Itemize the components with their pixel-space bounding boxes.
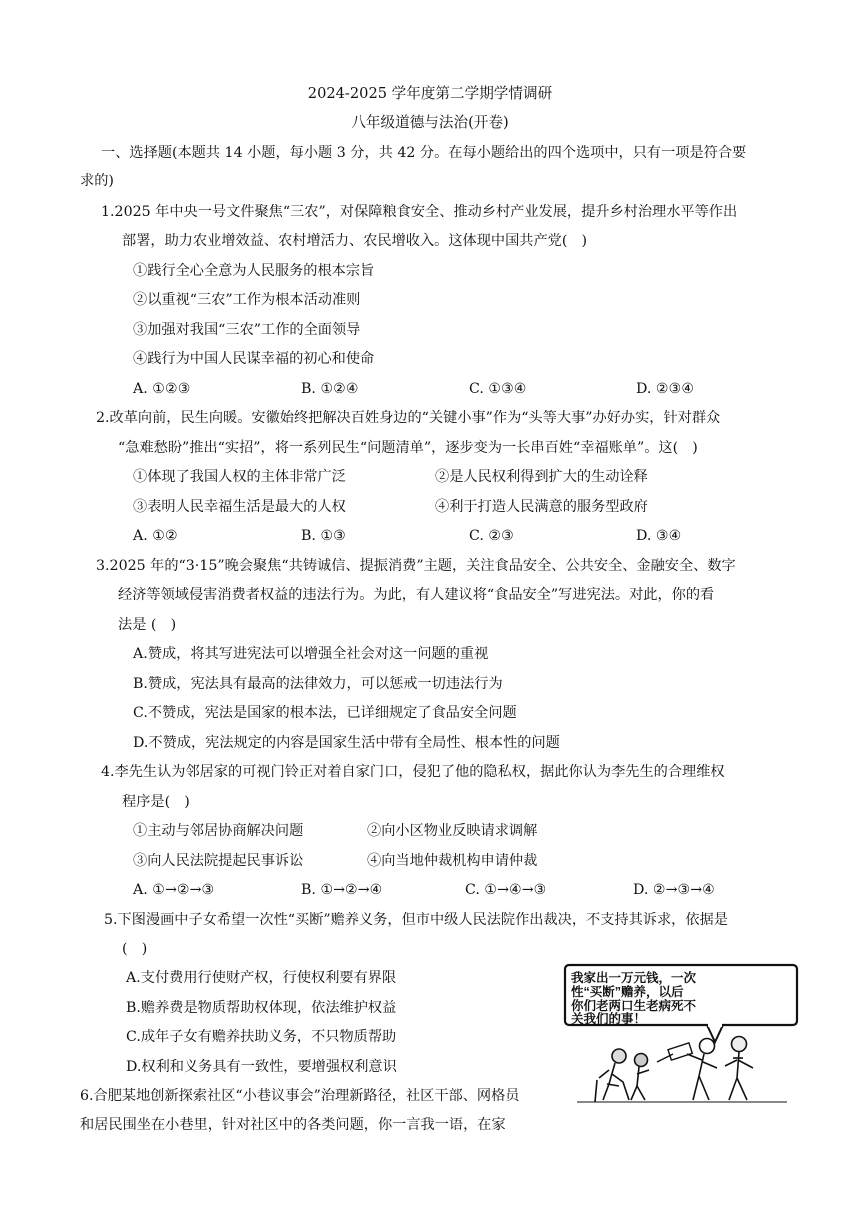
q1-statement: ②以重视“三农”工作为根本活动准则 xyxy=(133,292,361,308)
section-heading-cont: 求的) xyxy=(80,173,114,189)
q3-stem: 3.2025 年的“3·15”晚会聚焦“共铸诚信、提振消费”主题，关注食品安全、公共安全、金融安全、数字 xyxy=(96,558,736,574)
q1-statement: ①践行全心全意为人民服务的根本宗旨 xyxy=(133,263,375,279)
q4-statement: ③向人民法院提起民事诉讼 xyxy=(133,853,304,869)
q2-option-c: C. ②③ xyxy=(469,528,514,544)
q3-option-d: D.不赞成，宪法规定的内容是国家生活中带有全局性、根本性的问题 xyxy=(133,735,560,751)
q4-statement: ①主动与邻居协商解决问题 xyxy=(133,823,304,839)
q1-statement: ④践行为中国人民谋幸福的初心和使命 xyxy=(133,351,375,367)
q6-stem: 6.合肥某地创新探索社区“小巷议事会”治理新路径，社区干部、网格员 xyxy=(80,1088,520,1104)
q4-option-b: B. ①→②→④ xyxy=(301,882,383,898)
exam-subtitle: 八年级道德与法治(开卷) xyxy=(351,114,509,131)
q6-stem-cont: 和居民围坐在小巷里，针对社区中的各类问题，你一言我一语，在家 xyxy=(80,1117,506,1133)
q2-option-d: D. ③④ xyxy=(636,528,682,544)
cartoon-caption-line: 你们老两口生老病死不 xyxy=(571,999,697,1013)
cartoon-drawing xyxy=(557,962,805,1104)
money-note-icon xyxy=(657,1043,692,1062)
q4-statement: ④向当地仲裁机构申请仲裁 xyxy=(367,853,538,869)
q3-stem-cont: 法是 ( ) xyxy=(118,617,177,633)
q3-option-c: C.不赞成，宪法是国家的根本法，已详细规定了食品安全问题 xyxy=(133,705,517,721)
q1-stem-cont: 部署，助力农业增效益、农村增活力、农民增收入。这体现中国共产党( ) xyxy=(122,233,588,249)
adult-children-figure xyxy=(687,1037,753,1101)
q5-option-d: D.权利和义务具有一致性，要增强权利意识 xyxy=(126,1059,397,1075)
q4-option-c: C. ①→④→③ xyxy=(465,882,547,898)
q4-option-a: A. ①→②→③ xyxy=(133,882,215,898)
q2-statement: ②是人民权利得到扩大的生动诠释 xyxy=(435,469,648,485)
cartoon-caption-line: 我家出一万元钱，一次 xyxy=(571,971,697,985)
q3-option-b: B.赞成，宪法具有最高的法律效力，可以惩戒一切违法行为 xyxy=(133,676,503,692)
q4-statement: ②向小区物业反映请求调解 xyxy=(367,823,538,839)
q1-option-b: B. ①②④ xyxy=(301,381,359,397)
q2-stem-cont: “急难愁盼”推出“实招”，将一系列民生“问题清单”，逐步变为一长串百姓“幸福账单”。这( ) xyxy=(118,440,698,456)
q2-statement: ③表明人民幸福生活是最大的人权 xyxy=(133,499,346,515)
cartoon-caption-line: 性“买断”赡养，以后 xyxy=(571,985,684,999)
section-heading: 一、选择题(本题共 14 小题，每小题 3 分，共 42 分。在每小题给出的四个选项中，只有一项是符合要 xyxy=(101,145,747,161)
q3-stem-cont: 经济等领域侵害消费者权益的违法行为。为此，有人建议将“食品安全”写进宪法。对此，你的看 xyxy=(118,587,715,603)
q2-statement: ①体现了我国人权的主体非常广泛 xyxy=(133,469,346,485)
q1-option-d: D. ②③④ xyxy=(636,381,695,397)
q1-statement: ③加强对我国“三农”工作的全面领导 xyxy=(133,322,361,338)
cartoon-illustration xyxy=(557,962,805,1104)
exam-title: 2024-2025 学年度第二学期学情调研 xyxy=(307,85,553,102)
q5-stem: 5.下图漫画中子女希望一次性“买断”赡养义务，但市中级人民法院作出裁决，不支持其诉求，依据是 xyxy=(104,912,728,928)
q1-option-a: A. ①②③ xyxy=(133,381,191,397)
q1-stem: 1.2025 年中央一号文件聚焦“三农”，对保障粮食安全、推动乡村产业发展，提升乡村治理水平等作出 xyxy=(101,204,738,220)
q5-option-a: A.支付费用行使财产权，行使权利要有界限 xyxy=(126,970,397,986)
q4-stem-cont: 程序是( ) xyxy=(122,794,190,810)
q3-option-a: A.赞成，将其写进宪法可以增强全社会对这一问题的重视 xyxy=(133,646,489,662)
q5-option-c: C.成年子女有赡养扶助义务，不只物质帮助 xyxy=(126,1029,397,1045)
q5-option-b: B.赡养费是物质帮助权体现，依法维护权益 xyxy=(126,1000,397,1016)
q1-option-c: C. ①③④ xyxy=(469,381,527,397)
q2-statement: ④利于打造人民满意的服务型政府 xyxy=(435,499,648,515)
q2-stem: 2.改革向前，民生向暖。安徽始终把解决百姓身边的“关键小事”作为“头等大事”办好办实，针对群众 xyxy=(96,410,721,426)
q4-option-d: D. ②→③→④ xyxy=(633,882,715,898)
elderly-couple-figure xyxy=(595,1049,649,1102)
cartoon-caption-line: 关我们的事！ xyxy=(571,1012,647,1026)
q2-option-b: B. ①③ xyxy=(301,528,346,544)
q5-stem-cont: ( ) xyxy=(122,941,148,957)
q4-stem: 4.李先生认为邻居家的可视门铃正对着自家门口，侵犯了他的隐私权，据此你认为李先生的合理维权 xyxy=(101,764,725,780)
q2-option-a: A. ①② xyxy=(133,528,178,544)
